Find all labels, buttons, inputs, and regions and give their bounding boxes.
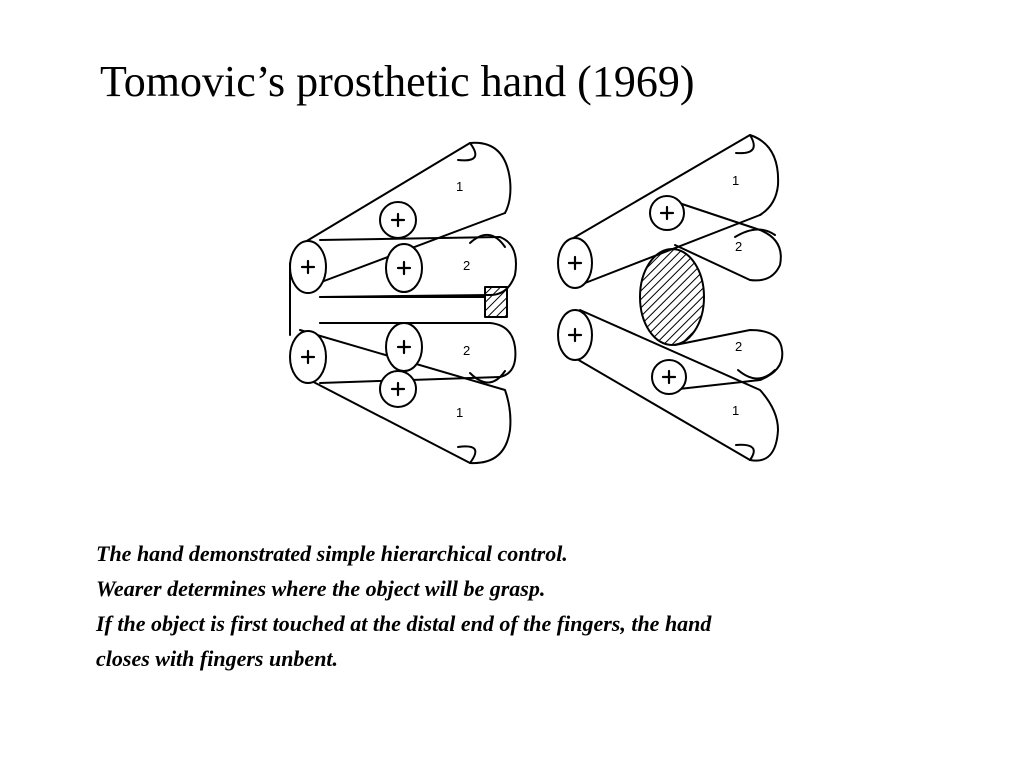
prosthetic-hand-diagram — [280, 125, 800, 490]
right-hand-group — [558, 135, 782, 461]
left-label-upper-1: 1 — [456, 179, 464, 194]
slide-caption — [96, 536, 936, 676]
right-label-upper-1: 1 — [732, 173, 740, 188]
left-palm-bar — [320, 297, 485, 323]
left-hatched-object — [485, 287, 507, 317]
slide-title: Tomovic’s prosthetic hand (1969) — [100, 57, 695, 106]
left-label-lower-2: 2 — [463, 343, 471, 358]
right-label-upper-2: 2 — [735, 239, 743, 254]
hand-diagram-svg — [280, 125, 800, 490]
right-hatched-object — [640, 249, 704, 345]
left-label-lower-1: 1 — [456, 405, 464, 420]
caption-line-4: closes with fingers unbent. — [96, 646, 339, 671]
right-label-lower-1: 1 — [732, 403, 740, 418]
caption-line-3: If the object is first touched at the distal end of the fingers, the hand — [96, 611, 712, 636]
caption-line-2: Wearer determines where the object will be grasp. — [96, 576, 546, 601]
right-label-lower-2: 2 — [735, 339, 743, 354]
left-hand-group — [290, 143, 516, 463]
left-label-upper-2: 2 — [463, 258, 471, 273]
caption-line-1: The hand demonstrated simple hierarchical control. — [96, 541, 568, 566]
